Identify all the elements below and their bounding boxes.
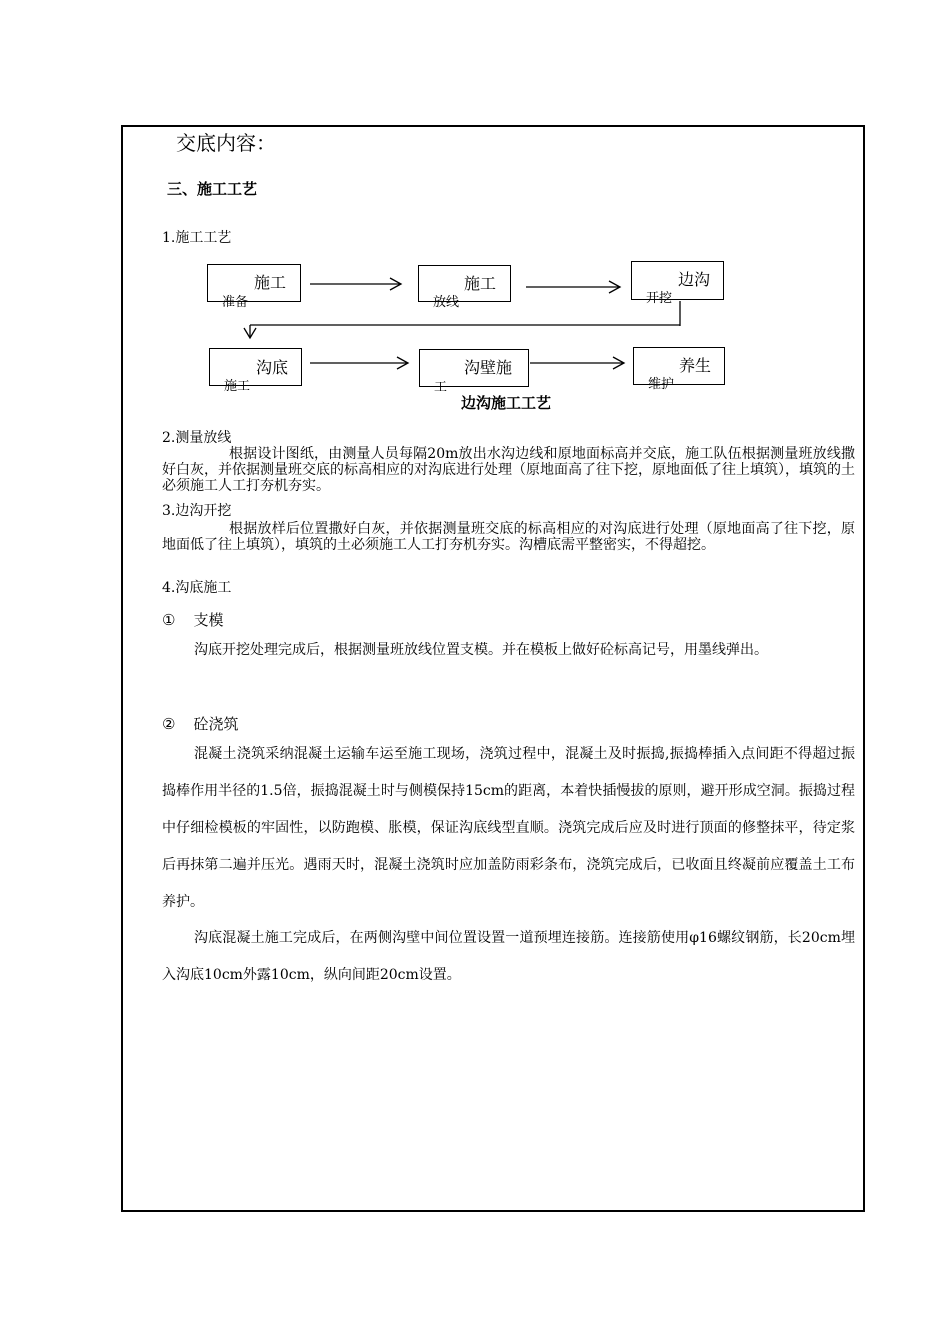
- flow-box-sub-text: 维护: [648, 377, 675, 392]
- flow-box-ditch-excavation: [631, 261, 724, 306]
- item-2-title: 砼浇筑: [193, 715, 239, 733]
- flow-box-sub-text: 放线: [433, 295, 460, 310]
- step-2-paragraph: 根据设计图纸，由测量人员每隔20m放出水沟边线和原地面标高并交底，施工队伍根据测量班放线撒好白灰，并依据测量班交底的标高相应的对沟底进行处理（原地面高了往下挖，原地面低了往上填筑），填筑的土必须施工人工打夯机夯实。: [162, 446, 855, 494]
- flow-box-curing: [633, 347, 725, 392]
- flow-box-main-text: 边沟: [678, 270, 711, 289]
- step-4-label: 4.沟底施工: [162, 580, 232, 596]
- step-2-label: 2.测量放线: [162, 430, 232, 446]
- disclosure-heading: 交底内容：: [176, 131, 276, 155]
- item-1-number: ①: [162, 611, 176, 629]
- flow-box-main-text: 沟壁施: [464, 358, 513, 377]
- flow-box-ditch-wall: [419, 349, 529, 395]
- flow-box-main-text: 沟底: [256, 358, 289, 377]
- flow-box-construction-layout: [418, 265, 511, 310]
- flow-box-sub-text: 准备: [222, 295, 249, 310]
- flow-box-main-text: 施工: [464, 274, 497, 293]
- item-2-paragraph-1: 混凝土浇筑采纳混凝土运输车运至施工现场，浇筑过程中，混凝土及时振捣,振捣棒插入点间距不得超过振捣棒作用半径的1.5倍，振捣混凝土时与侧模保持15cm的距离，本着快插慢拔的原则，避开形成空洞。振捣过程中仔细检模板的牢固性，以防跑模、胀模，保证沟底线型直顺。浇筑完成后应及时进行顶面的修整抹平，待定浆后再抹第二遍并压光。遇雨天时，混凝土浇筑时应加盖防雨彩条布，浇筑完成后，已收面且终凝前应覆盖土工布养护。: [162, 746, 855, 910]
- item-1-title: 支模: [193, 611, 224, 629]
- item-1-paragraph: 沟底开挖处理完成后，根据测量班放线位置支模。并在模板上做好砼标高记号，用墨线弹出。: [194, 642, 768, 658]
- item-2-number: ②: [162, 715, 176, 733]
- item-1-heading: [162, 609, 223, 630]
- step-3-label: 3.边沟开挖: [162, 503, 232, 519]
- step-3-paragraph: 根据放样后位置撒好白灰，并依据测量班交底的标高相应的对沟底进行处理（原地面高了往下挖，原地面低了往上填筑），填筑的土必须施工人工打夯机夯实。沟槽底需平整密实，不得超挖。: [162, 521, 855, 553]
- flow-caption: 边沟施工工艺: [461, 394, 552, 412]
- flow-box-ditch-bottom: [209, 348, 302, 394]
- section-title: 三、施工工艺: [167, 180, 258, 198]
- item-2-paragraph-2: 沟底混凝土施工完成后，在两侧沟壁中间位置设置一道预埋连接筋。连接筋使用φ16螺纹钢筋，长20cm埋入沟底10cm外露10cm，纵向间距20cm设置。: [162, 930, 855, 983]
- flow-box-main-text: 施工: [254, 273, 287, 292]
- flow-box-sub-text: 施工: [224, 379, 251, 394]
- flow-box-sub-text: 开挖: [646, 291, 673, 306]
- flow-box-main-text: 养生: [679, 356, 712, 375]
- flow-box-sub-text: 工: [434, 380, 448, 395]
- item-2-heading: [162, 713, 238, 734]
- flow-box-construction-prep: [207, 264, 301, 310]
- step-1-label: 1.施工工艺: [162, 230, 232, 246]
